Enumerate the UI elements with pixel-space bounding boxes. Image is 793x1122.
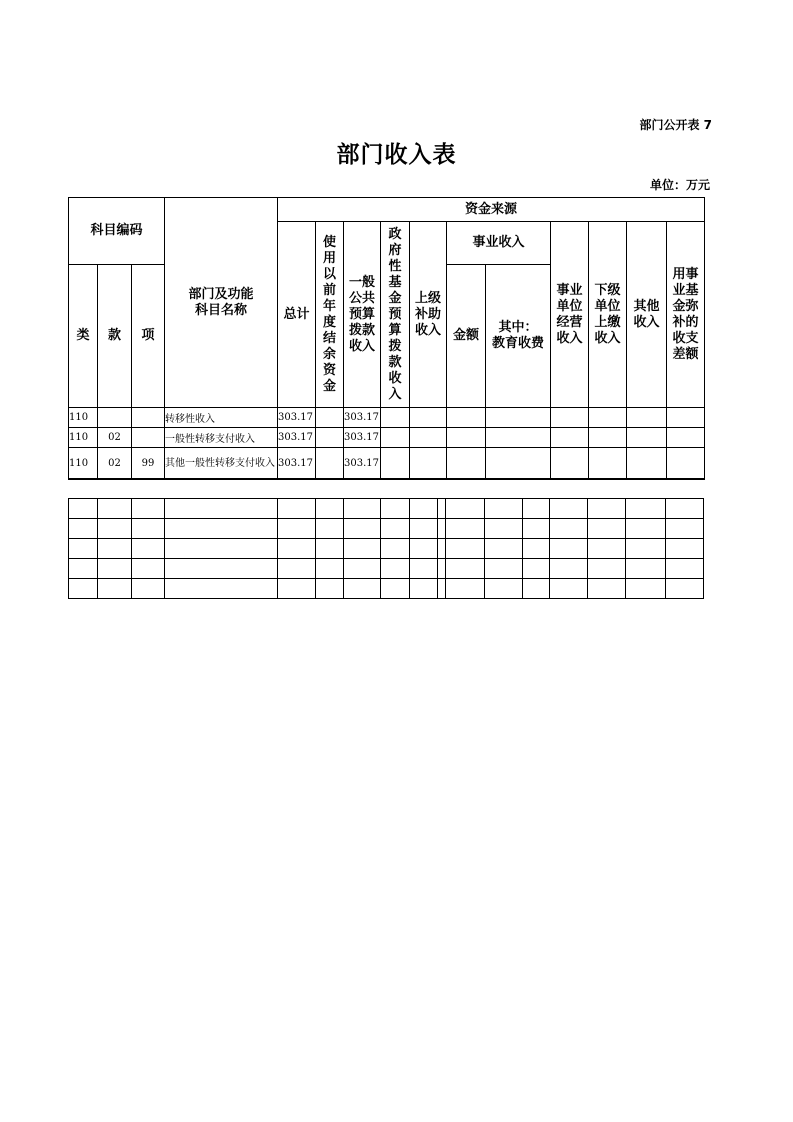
header-of-which-line1: 其中： — [498, 320, 538, 335]
cell-general-budget: 303.17 — [344, 428, 381, 448]
header-gov-fund: 政府性基金预算拨款收入 — [381, 222, 410, 408]
cell-total: 303.17 — [278, 448, 316, 480]
table-row — [69, 579, 704, 599]
header-superior-subsidy: 上级补助收入 — [410, 222, 447, 408]
header-operating-income: 事业单位经营收入 — [551, 222, 589, 408]
cell-lei: 110 — [69, 408, 98, 428]
header-business-income: 事业收入 — [447, 222, 551, 265]
header-name-line1: 部门及功能 — [188, 286, 254, 302]
form-number: 部门公开表 7 — [639, 118, 712, 132]
header-kuan: 款 — [98, 265, 132, 408]
cell-name: 转移性收入 — [165, 408, 278, 428]
header-fund-balance: 用事业基金弥补的收支差额 — [667, 222, 705, 408]
cell-prior-balance — [316, 408, 344, 428]
cell-xiang — [132, 408, 165, 428]
table-row — [69, 408, 705, 428]
cell-lei: 110 — [69, 428, 98, 448]
header-other-income: 其他收入 — [627, 222, 667, 408]
header-subject-name — [165, 198, 278, 408]
page-title: 部门收入表 — [336, 141, 457, 168]
unit-label: 单位：万元 — [649, 178, 710, 192]
table-row — [69, 539, 704, 559]
cell-kuan: 02 — [98, 448, 132, 480]
header-of-which — [486, 265, 551, 408]
table-row — [69, 499, 704, 519]
cell-name: 一般性转移支付收入 — [165, 428, 278, 448]
table-row — [69, 519, 704, 539]
cell-kuan: 02 — [98, 428, 132, 448]
cell-kuan — [98, 408, 132, 428]
header-xiang: 项 — [132, 265, 165, 408]
header-amount: 金额 — [447, 265, 486, 408]
cell-name: 其他一般性转移支付收入 — [165, 448, 278, 480]
header-fund-source: 资金来源 — [278, 198, 705, 222]
table-row — [69, 428, 705, 448]
header-subordinate-income: 下级单位上缴收入 — [589, 222, 627, 408]
income-table — [68, 197, 705, 480]
cell-xiang — [132, 428, 165, 448]
cell-general-budget: 303.17 — [344, 448, 381, 480]
header-name-line2: 科目名称 — [194, 302, 247, 318]
cell-total: 303.17 — [278, 408, 316, 428]
empty-rows — [68, 478, 704, 599]
cell-prior-balance — [316, 428, 344, 448]
header-of-which-line2: 教育收费 — [491, 336, 544, 351]
header-general-budget: 一般公共预算拨款收入 — [344, 222, 381, 408]
cell-prior-balance — [316, 448, 344, 480]
cell-general-budget: 303.17 — [344, 408, 381, 428]
cell-lei: 110 — [69, 448, 98, 480]
header-subject-code: 科目编码 — [69, 198, 165, 265]
cell-total: 303.17 — [278, 428, 316, 448]
header-prior-balance: 使用以前年度结余资金 — [316, 222, 344, 408]
header-total: 总计 — [278, 222, 316, 408]
table-row — [69, 559, 704, 579]
table-row — [69, 448, 705, 480]
cell-xiang: 99 — [132, 448, 165, 480]
header-lei: 类 — [69, 265, 98, 408]
